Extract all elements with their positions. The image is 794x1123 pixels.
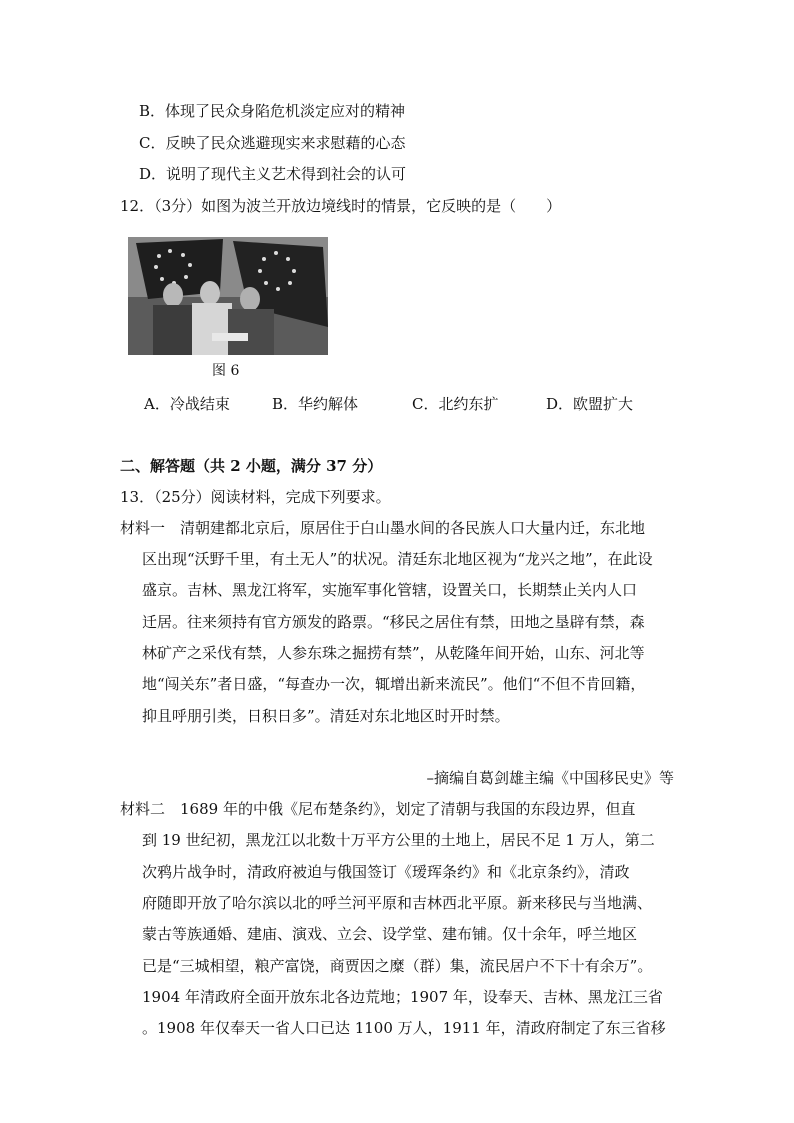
q11-option-b: B．体现了民众身陷危机淡定应对的精神 (139, 102, 406, 120)
q11-option-c: C．反映了民众逃避现实来求慰藉的心态 (139, 134, 406, 152)
material2-line: 次鸦片战争时，清政府被迫与俄国签订《瑷珲条约》和《北京条约》，清政 (142, 863, 630, 881)
q13-stem: 13．（25分）阅读材料，完成下列要求。 (120, 488, 391, 506)
material2-line: 蒙古等族通婚、建庙、演戏、立会、设学堂、建布铺。仅十余年，呼兰地区 (142, 925, 638, 943)
material2-line: 1904 年清政府全面开放东北各边荒地；1907 年，设奉天、吉林、黑龙江三省 (142, 988, 663, 1006)
q12-choice-d: D．欧盟扩大 (546, 395, 634, 413)
material2-line: 。1908 年仅奉天一省人口已达 1100 万人，1911 年，清政府制定了东三省移 (142, 1019, 666, 1037)
material2-line: 府随即开放了哈尔滨以北的呼兰河平原和吉林西北平原。新来移民与当地满、 (142, 894, 653, 912)
q12-stem: 12．（3分）如图为波兰开放边境线时的情景，它反映的是（ ） (120, 197, 562, 215)
q12-choice-a: A．冷战结束 (144, 395, 230, 413)
material1-line: 抑且呼朋引类，日积日多”。清廷对东北地区时开时禁。 (142, 707, 510, 725)
section-title: 二、解答题（共 2 小题，满分 37 分） (120, 457, 383, 475)
material2-line: 材料二 1689 年的中俄《尼布楚条约》，划定了清朝与我国的东段边界，但直 (120, 800, 636, 818)
material1-line: 迁居。往来须持有官方颁发的路票。“移民之居住有禁，田地之垦辟有禁，森 (142, 613, 645, 631)
material2-line: 已是“三城相望，粮产富饶，商贾因之糜（群）集，流民居户不下十有余万”。 (142, 957, 653, 975)
material2-line: 到 19 世纪初，黑龙江以北数十万平方公里的土地上，居民不足 1 万人，第二 (142, 831, 655, 849)
material1-line: 盛京。吉林、黑龙江将军，实施军事化管辖，设置关口，长期禁止关内人口 (142, 581, 638, 599)
material1-source: –摘编自葛剑雄主编《中国移民史》等 (426, 769, 674, 787)
material1-line: 区出现“沃野千里，有土无人”的状况。清廷东北地区视为“龙兴之地”，在此设 (142, 550, 653, 568)
material1-line: 地“闯关东”者日盛，“每查办一次，辄增出新来流民”。他们“不但不肯回籍， (142, 675, 646, 693)
material1-line: 材料一 清朝建都北京后，原居住于白山墨水间的各民族人口大量内迁，东北地 (120, 519, 646, 537)
q11-option-d: D．说明了现代主义艺术得到社会的认可 (139, 165, 407, 183)
q12-choice-b: B．华约解体 (272, 395, 359, 413)
material1-line: 林矿产之采伐有禁，人参东珠之掘捞有禁”，从乾隆年间开始，山东、河北等 (142, 644, 645, 662)
border-opening-photo (128, 237, 328, 355)
q12-choice-c: C．北约东扩 (412, 395, 499, 413)
figure-caption: 图 6 (212, 363, 240, 379)
